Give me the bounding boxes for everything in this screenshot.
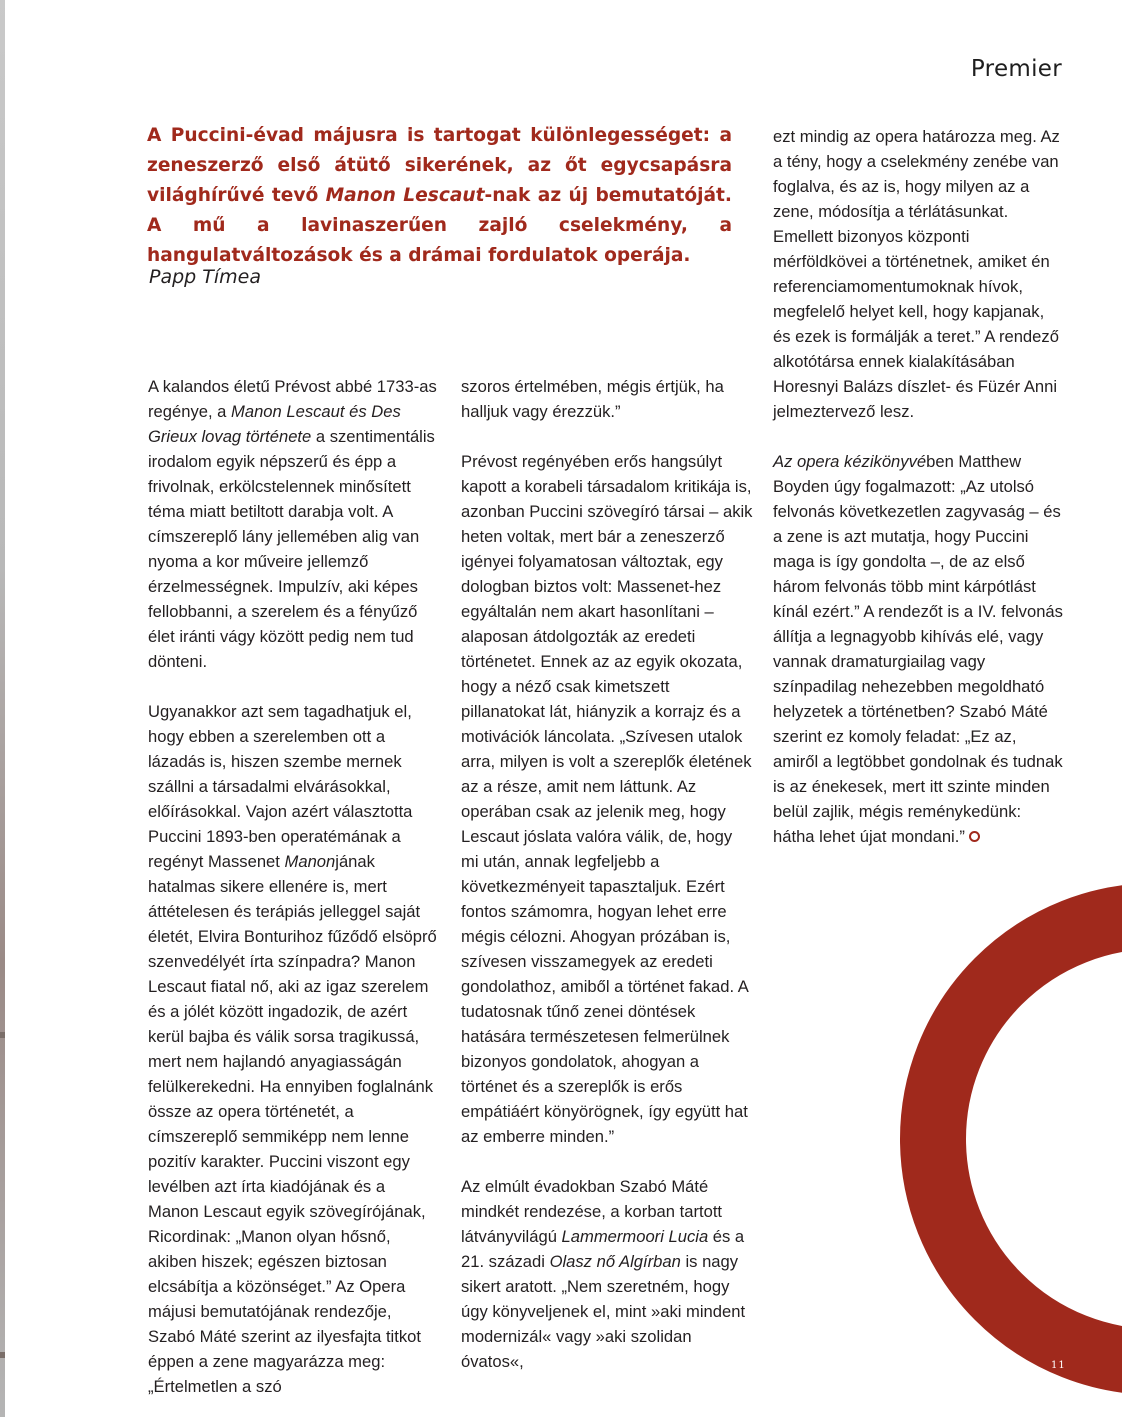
author-byline: Papp Tímea <box>149 266 261 288</box>
lead-paragraph <box>147 121 732 271</box>
opera-title: Lammermoori Lucia <box>561 1227 709 1246</box>
text-run: és a 21. századi <box>461 1227 745 1271</box>
page-edge-strip <box>0 0 5 1417</box>
opera-title: Olasz nő Algírban <box>549 1252 681 1271</box>
lead-text-end: -nak az új bemutatóját. A mű a lavinaszerűen zajló cselekmény, a hangulatváltozások és a drámai fordulatok operája. <box>147 185 732 266</box>
text-run: ben Matthew Boyden úgy fogalmazott: „Az utolsó felvonás következetlen zagyvaság – és a zene is azt mutatja, hogy Puccini maga is így gondolta –, de az első három felvonás több mint kárpótlást kínál ezért.” A rendezőt is a IV. felvonás állítja a legnagyobb kihívás elé, vagy vannak dramaturgiailag vagy színpadilag nehezebben megoldható helyzetek a történetben? Szabó Máté szerint ez komoly feladat: „Ez az, amiről a legtöbbet gondolnak és tudnak is az énekesek, mert itt szinte minden belül zajlik, mégis reménykedünk: hátha lehet újat mondani.” <box>773 452 1063 846</box>
text-run: a szentimentális irodalom egyik népszerű és épp a frivolnak, erkölcstelennek minősített téma miatt betiltott darabja volt. A címszereplő lány jellemében alig van nyoma a kor műveire jellemző érzelmességnek. Impulzív, aki képes fellobbanni, a szerelem és a fényűző élet iránti vágy között pedig nem tud dönteni. <box>148 427 435 671</box>
section-label: Premier <box>970 56 1062 82</box>
paragraph: szoros értelmében, mégis értjük, ha halljuk vagy érezzük.” <box>461 377 724 421</box>
text-run: jának hatalmas sikere ellenére is, mert áttételesen és terápiás jelleggel saját életét, Elvira Bonturihoz fűződő elsöprő szenvedélyét írta színpadra? Manon Lescaut fiatal nő, aki az igaz szerelem és a jólét között ingadozik, de azért kerül bajba és válik sorsa tragikussá, mert nem hajlandó anyagiasságán felülkerekedni. Ha ennyiben foglalnánk össze az opera történetét, a címszereplő semmiképp nem lenne pozitív karakter. Puccini viszont egy levélben azt írta kiadójának és a Manon Lescaut egyik szövegírójának, Ricordinak: „Manon olyan hősnő, akiben hiszek; egészen biztosan elcsábítja a közönséget.” Az Opera májusi bemutatójának rendezője, Szabó Máté szerint az ilyesfajta titkot éppen a zene magyarázza meg: „Értelmetlen a szó <box>148 852 437 1396</box>
paragraph <box>461 1174 753 1374</box>
page-number: 11 <box>1051 1360 1066 1371</box>
text-run: Az elmúlt évadokban Szabó Máté mindkét rendezése, a korban tartott látványvilágú <box>461 1177 723 1246</box>
paragraph: ezt mindig az opera határozza meg. Az a tény, hogy a cselekmény zenébe van foglalva, és az is, hogy milyen az a zene, módosítja a térlátásunkat. Emellett bizonyos központi mérföldkövei a történetnek, amiket én referenciamomentumoknak hívok, megfelelő helyet kell, hogy kapjanak, és ezek is formálják a teret.” A rendező alkotótársa ennek kialakításában Horesnyi Balázs díszlet- és Füzér Anni jelmeztervező lesz. <box>773 127 1060 421</box>
book-title: Az opera kézikönyvé <box>773 452 927 471</box>
edge-mark <box>0 1352 5 1358</box>
text-run: A kalandos életű Prévost abbé 1733-as regénye, a <box>148 377 437 421</box>
article-column-2 <box>461 374 753 1374</box>
lead-opera-title: Manon Lescaut <box>325 185 485 206</box>
paragraph <box>773 449 1065 849</box>
book-title: Manon Lescaut és Des Grieux lovag története <box>148 402 401 446</box>
paragraph: Prévost regényében erős hangsúlyt kapott a korabeli társadalom kritikája is, azonban Puccini szövegíró társai – akik heten voltak, mert bár a zeneszerző igényei folyamatosan változtak, egy dologban biztos volt: Massenet-hez egyáltalán nem akart hasonlítani – alaposan átdolgozták az eredeti történetet. Ennek az az egyik okozata, hogy a néző csak kimetszett pillanatokat lát, hiányzik a korrajz és a motivációk láncolata. „Szívesen utalok arra, milyen is volt a szereplők életének az a része, amit nem láttunk. Az operában csak az jelenik meg, hogy Lescaut jóslata valóra válik, de, hogy mi után, annak legfeljebb a következményeit tapasztaljuk. Ezért fontos számomra, hogyan lehet erre mégis célozni. Ahogyan prózában is, szívesen visszamegyek az eredeti gondolathoz, amiből a történet fakad. A tudatosnak tűnő zenei döntések hatására természetesen felmerülnek bizonyos gondolatok, ahogyan a történet és a szereplők is erős empátiáért könyörögnek, így együtt hat az emberre minden.” <box>461 452 753 1146</box>
lead-text-start: A Puccini-évad májusra is tartogat különlegességet: a zeneszerző első átütő sikerének, az őt egycsapásra világhírűvé tevő <box>147 125 732 206</box>
text-run: is nagy sikert aratott. „Nem szeretném, hogy úgy könyveljenek el, mint »aki mindent modernizál« vagy »aki szolidan óvatos«, <box>461 1252 746 1371</box>
edge-mark <box>0 1032 5 1038</box>
article-column-3 <box>773 124 1065 849</box>
opera-title: Manon <box>284 852 336 871</box>
paragraph <box>148 699 440 1399</box>
paragraph <box>148 374 440 674</box>
open-circle-icon <box>969 831 980 842</box>
article-column-1 <box>148 374 440 1399</box>
text-run: Ugyanakkor azt sem tagadhatjuk el, hogy ebben a szerelemben ott a lázadás is, hiszen szembe mernek szállni a társadalmi elvárásokkal, előírásokkal. Vajon azért választotta Puccini 1893-ben operatémának a regényt Massenet <box>148 702 413 871</box>
ring-shape <box>933 916 1122 1362</box>
